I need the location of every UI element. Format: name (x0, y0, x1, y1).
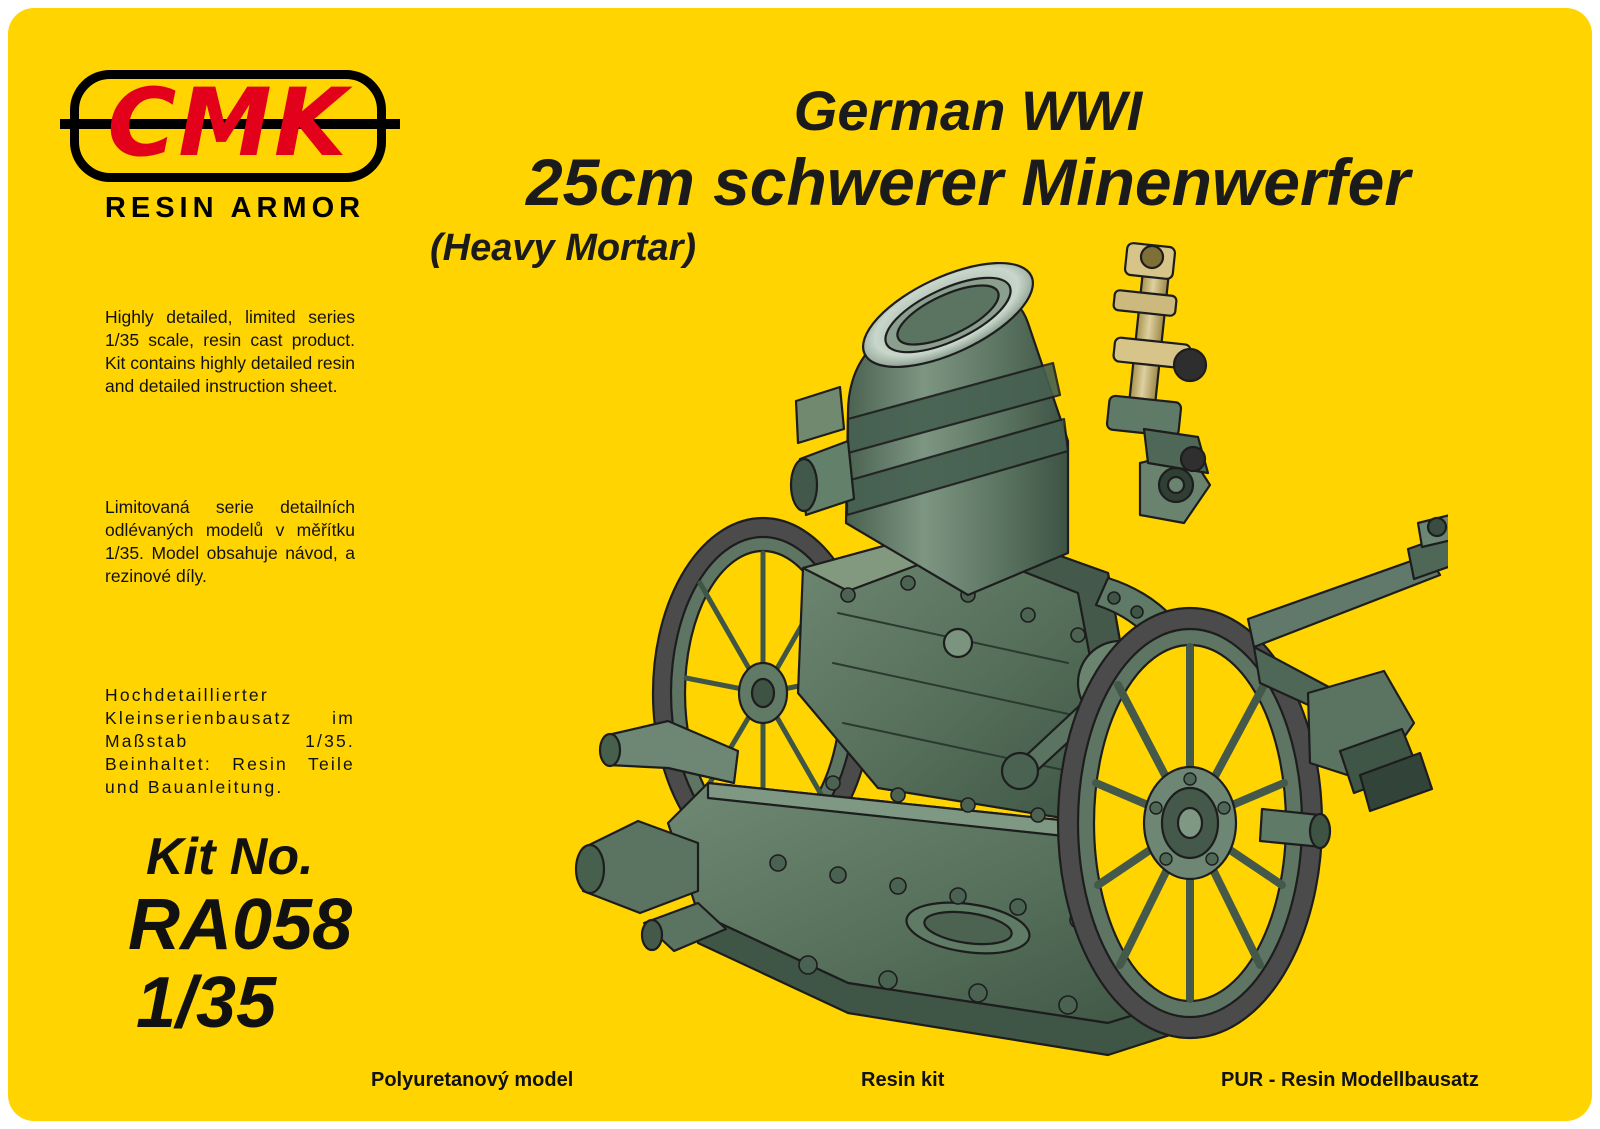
kit-label: Kit No. (146, 828, 314, 886)
minenwerfer-illustration (548, 223, 1448, 1058)
footer-czech: Polyuretanový model (371, 1069, 574, 1091)
title-line-2: 25cm schwerer Minenwerfer (525, 145, 1411, 219)
footer-english: Resin kit (861, 1069, 945, 1091)
kit-scale: 1/35 (136, 963, 277, 1043)
description-german (105, 684, 355, 799)
description-english: Highly detailed, limited series 1/35 scale, resin cast product. Kit contains highly detailed resin and detailed instruction sheet. (105, 307, 356, 396)
logo-letters: CMK (107, 69, 349, 178)
description-czech: Limitovaná serie detailních odlévaných modelů v měřítku 1/35. Model obsahuje návod, a rezinové díly. (105, 497, 355, 586)
footer-german: PUR - Resin Modellbausatz (1221, 1069, 1479, 1091)
kit-number: RA058 (128, 885, 353, 965)
logo-tagline: RESIN ARMOR (104, 192, 366, 224)
description-german-text: Hochdetaillierter Kleinserienbausatz im Maßstab 1/35. Beinhaltet: Resin Teile und Bauanleitung. (105, 685, 355, 797)
title-line-1: German WWI (793, 79, 1143, 142)
sight-assembly (1106, 243, 1208, 473)
footer (16, 1069, 1592, 1095)
kit-number-block (108, 828, 352, 1042)
mortar-barrel (791, 242, 1068, 595)
box-art-panel (8, 8, 1592, 1121)
cmk-logo (60, 70, 410, 270)
title-line-3: (Heavy Mortar) (430, 227, 697, 269)
